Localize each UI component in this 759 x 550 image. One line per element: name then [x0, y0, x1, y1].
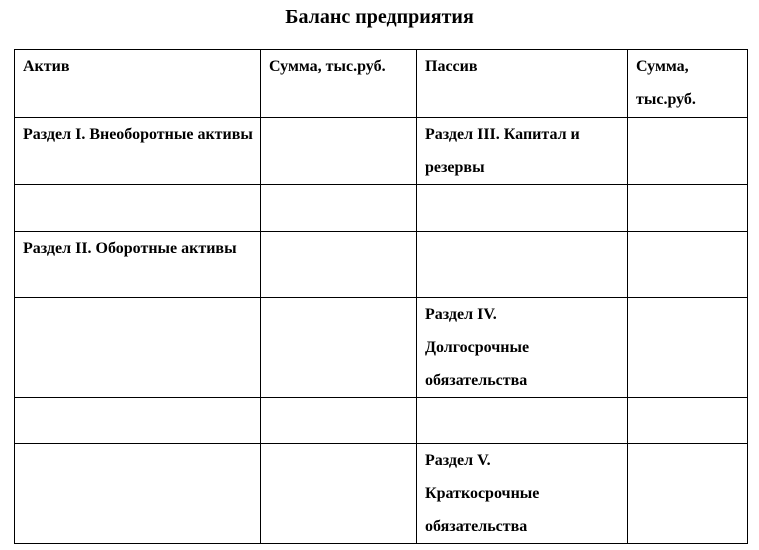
- asset-cell: [15, 398, 261, 444]
- balance-table: [14, 49, 748, 544]
- header-asset: Актив: [15, 50, 261, 118]
- liability-cell: [417, 398, 628, 444]
- liability-sum-cell: [628, 398, 748, 444]
- table-row: [15, 298, 748, 398]
- table-row: [15, 232, 748, 298]
- liability-cell: Раздел IV. Долгосрочные обязательства: [417, 298, 628, 398]
- asset-sum-cell: [261, 298, 417, 398]
- liability-sum-cell: [628, 444, 748, 544]
- header-liability-sum: Сумма, тыс.руб.: [628, 50, 748, 118]
- liability-cell: [417, 232, 628, 298]
- asset-sum-cell: [261, 444, 417, 544]
- table-row: [15, 185, 748, 232]
- asset-sum-cell: [261, 232, 417, 298]
- header-liability: Пассив: [417, 50, 628, 118]
- liability-sum-cell: [628, 298, 748, 398]
- asset-cell: [15, 444, 261, 544]
- liability-sum-cell: [628, 185, 748, 232]
- asset-sum-cell: [261, 398, 417, 444]
- liability-sum-cell: [628, 118, 748, 185]
- asset-cell: [15, 298, 261, 398]
- table-header-row: [15, 50, 748, 118]
- document-title: Баланс предприятия: [285, 6, 474, 28]
- liability-sum-cell: [628, 232, 748, 298]
- asset-cell: [15, 185, 261, 232]
- header-asset-sum: Сумма, тыс.руб.: [261, 50, 417, 118]
- asset-cell: Раздел II. Оборотные активы: [15, 232, 261, 298]
- asset-cell: Раздел I. Внеоборотные активы: [15, 118, 261, 185]
- asset-sum-cell: [261, 185, 417, 232]
- liability-cell: [417, 185, 628, 232]
- asset-sum-cell: [261, 118, 417, 185]
- table-row: [15, 118, 748, 185]
- table-row: [15, 444, 748, 544]
- liability-cell: Раздел III. Капитал и резервы: [417, 118, 628, 185]
- table-row: [15, 398, 748, 444]
- liability-cell: Раздел V. Краткосрочные обязательства: [417, 444, 628, 544]
